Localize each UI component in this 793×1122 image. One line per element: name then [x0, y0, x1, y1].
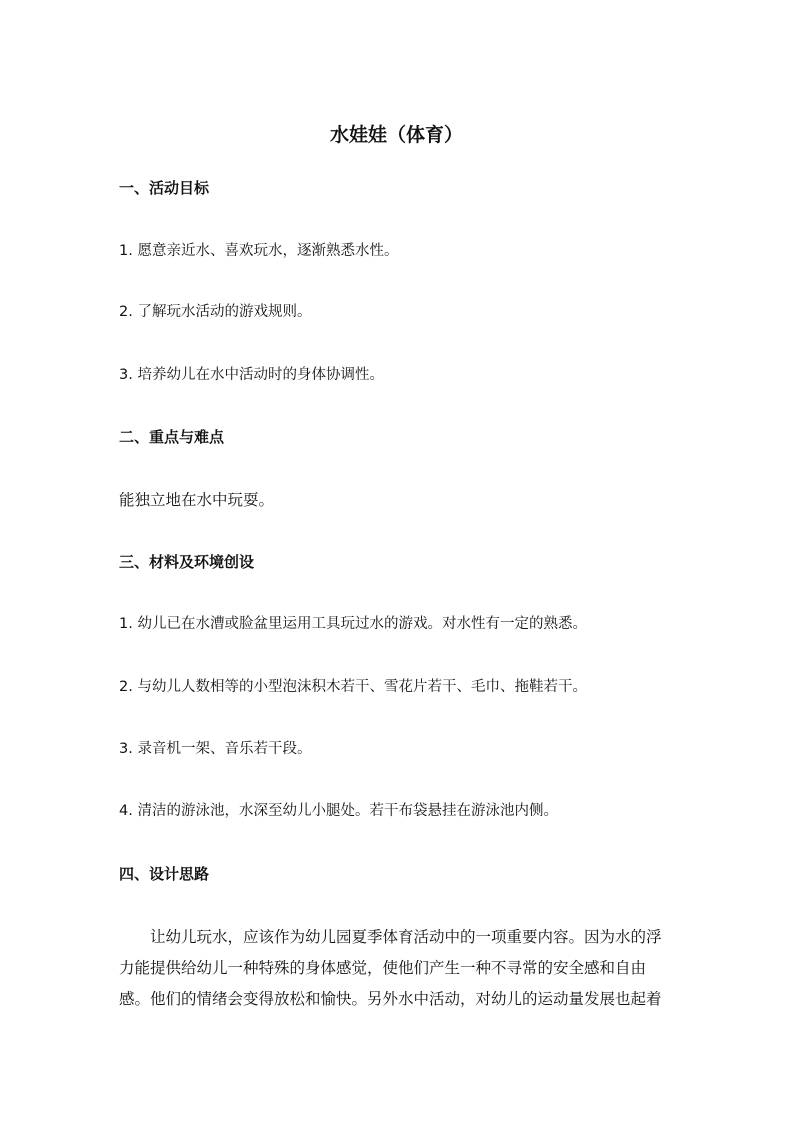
- paragraph-line: 让幼儿玩水，应该作为幼儿园夏季体育活动中的一项重要内容。因为水的浮: [150, 928, 662, 946]
- objective-item: 2. 了解玩水活动的游戏规则。: [119, 304, 312, 320]
- objective-item: 3. 培养幼儿在水中活动时的身体协调性。: [119, 367, 384, 383]
- design-paragraph: [119, 922, 674, 1015]
- material-item: 1. 幼儿已在水漕或脸盆里运用工具玩过水的游戏。对水性有一定的熟悉。: [119, 616, 587, 632]
- section-heading-objectives: 一、活动目标: [119, 179, 210, 197]
- section-heading-design: 四、设计思路: [119, 865, 210, 883]
- paragraph-line: 感。他们的情绪会变得放松和愉快。另外水中活动，对幼儿的运动量发展也起着: [119, 990, 662, 1008]
- material-item: 3. 录音机一架、音乐若干段。: [119, 741, 312, 757]
- section-heading-materials: 三、材料及环境创设: [119, 553, 255, 571]
- paragraph-line: 力能提供给幼儿一种特殊的身体感觉，使他们产生一种不寻常的安全感和自由: [119, 959, 647, 977]
- material-item: 2. 与幼儿人数相等的小型泡沫积木若干、雪花片若干、毛巾、拖鞋若干。: [119, 679, 587, 695]
- document-title: 水娃娃（体育）: [329, 124, 463, 146]
- section-heading-key-points: 二、重点与难点: [119, 428, 225, 446]
- objective-item: 1. 愿意亲近水、喜欢玩水，逐渐熟悉水性。: [119, 243, 399, 259]
- material-item: 4. 清洁的游泳池，水深至幼儿小腿处。若干布袋悬挂在游泳池内侧。: [119, 803, 558, 819]
- key-point-text: 能独立地在水中玩耍。: [119, 491, 275, 509]
